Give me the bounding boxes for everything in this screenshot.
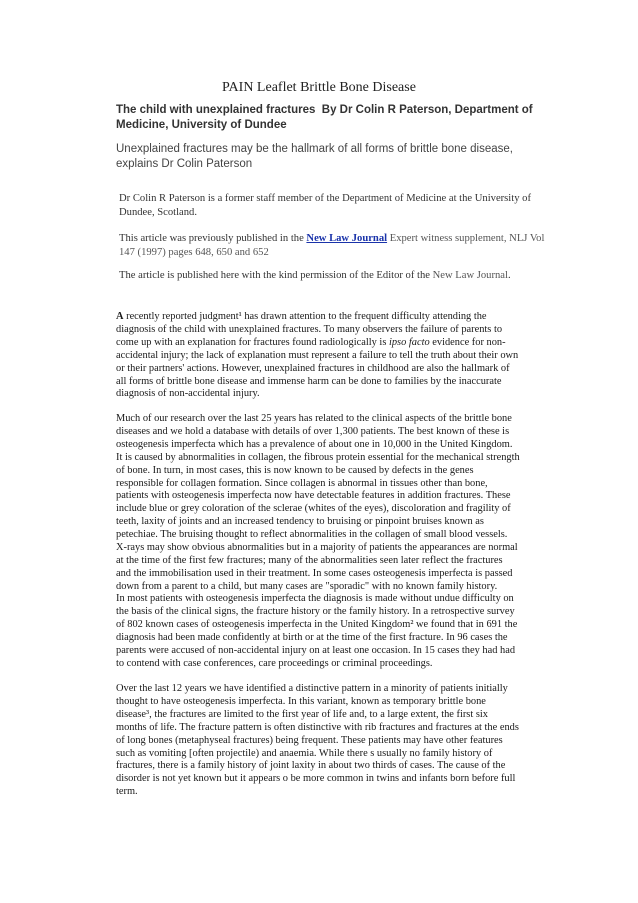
paragraph-3: In most patients with osteogenesis imperfecta the diagnosis is made without undue difficulty on the basis of the clinical signs, the fracture history or the family history. In a retrospective survey of 802 known cases of osteogenesis imperfecta in the United Kingdom² we found that in 691 the diagnosis had been made confidently at birth or at the time of the first fracture. In 96 cases the parents were accused of non-accidental injury on at least one occasion. In 15 cases they had had to contend with case conferences, care proceedings or criminal proceedings. [116, 593, 518, 669]
author-bio: Dr Colin R Paterson is a former staff member of the Department of Medicine at the University of Dundee, Scotland. [119, 193, 531, 218]
paragraph-1-italic: ipso facto [388, 336, 430, 348]
page-title: PAIN Leaflet Brittle Bone Disease [222, 80, 416, 95]
article-standfirst: Unexplained fractures may be the hallmark of all forms of brittle bone disease, explains Dr Colin Paterson [116, 143, 513, 170]
paragraph-2: Much of our research over the last 25 years has related to the clinical aspects of the brittle bone diseases and we hold a database with details of over 1,300 patients. The best known of these is osteogenesis imperfecta which has a prevalence of about one in 10,000 in the United Kingdom. It is caused by abnormalities in collagen, the fibrous protein essential for the mechanical strength of bone. In turn, in most cases, this is now known to be caused by defects in the genes responsible for collagen formation. Since collagen is abnormal in tissues other than bone, patients with osteogenesis imperfecta now have detectable features in addition fractures. These include blue or grey coloration of the sclerae (whites of the eyes), discoloration and fragility of teeth, laxity of joints and an increased tendency to bruising or pinpoint bruises known as petechiae. The bruising thought to reflect abnormalities in the collagen of small blood vessels. X-rays may show obvious abnormalities but in a majority of patients the appearances are normal at the time of the first few fractures; many of the abnormalities seen later reflect the fractures and the immobilisation used in their treatment. In some cases osteogenesis imperfecta is passed down from a parent to a child, but many cases are "sporadic" with no known family history. [116, 413, 520, 592]
paragraph-1 [116, 311, 520, 401]
permission-prefix: The article is published here with the kind permission of the Editor of the [119, 270, 430, 281]
paragraph-1-text-a: recently reported judgment¹ has drawn attention to the frequent difficulty attending the diagnosis of the child with unexplained fractures. To many observers the failure of parents to come up with an explanation for fractures found radiologically is [116, 311, 503, 348]
drop-cap: A [116, 311, 124, 322]
paragraph-1-text-b: evidence for non-accidental injury; the lack of explanation must represent a failure to tell the truth about their own or their partners' actions. However, unexplained fractures in childhood are also the hallmark of all forms of brittle bone disease and immense harm can be done to families by the inaccurate diagnosis of non-accidental injury. [116, 336, 519, 400]
permission-journal: New Law Journal [432, 270, 508, 281]
permission-end: . [507, 270, 511, 281]
paragraph-4: Over the last 12 years we have identified a distinctive pattern in a minority of patients initially thought to have osteogenesis imperfecta. In this variant, known as temporary brittle bone disease³, the fractures are limited to the first year of life and, to a large extent, the first six months of life. The fracture pattern is often distinctive with rib fractures and fractures at the ends of long bones (metaphyseal fractures) being frequent. These patients may have other features such as vomiting [often projectile) and anaemia. While there s usually no family history of fractures, there is a family history of joint laxity in about two thirds of cases. The cause of the disorder is not yet known but it appears o be more common in twins and infants born before full term. [116, 683, 519, 798]
publication-suffix: Expert witness supplement, NLJ Vol 147 (1997) pages 648, 650 and 652 [119, 233, 545, 258]
publication-note [119, 232, 549, 260]
permission-note [119, 269, 549, 283]
subtitle-lead: The child with unexplained fractures [116, 104, 316, 116]
subtitle-byline: By Dr Colin R Paterson, Department of Medicine, University of Dundee [116, 104, 533, 131]
article-subtitle [116, 103, 536, 133]
new-law-journal-link[interactable]: New Law Journal [306, 233, 388, 244]
publication-prefix: This article was previously published in the [119, 233, 304, 244]
